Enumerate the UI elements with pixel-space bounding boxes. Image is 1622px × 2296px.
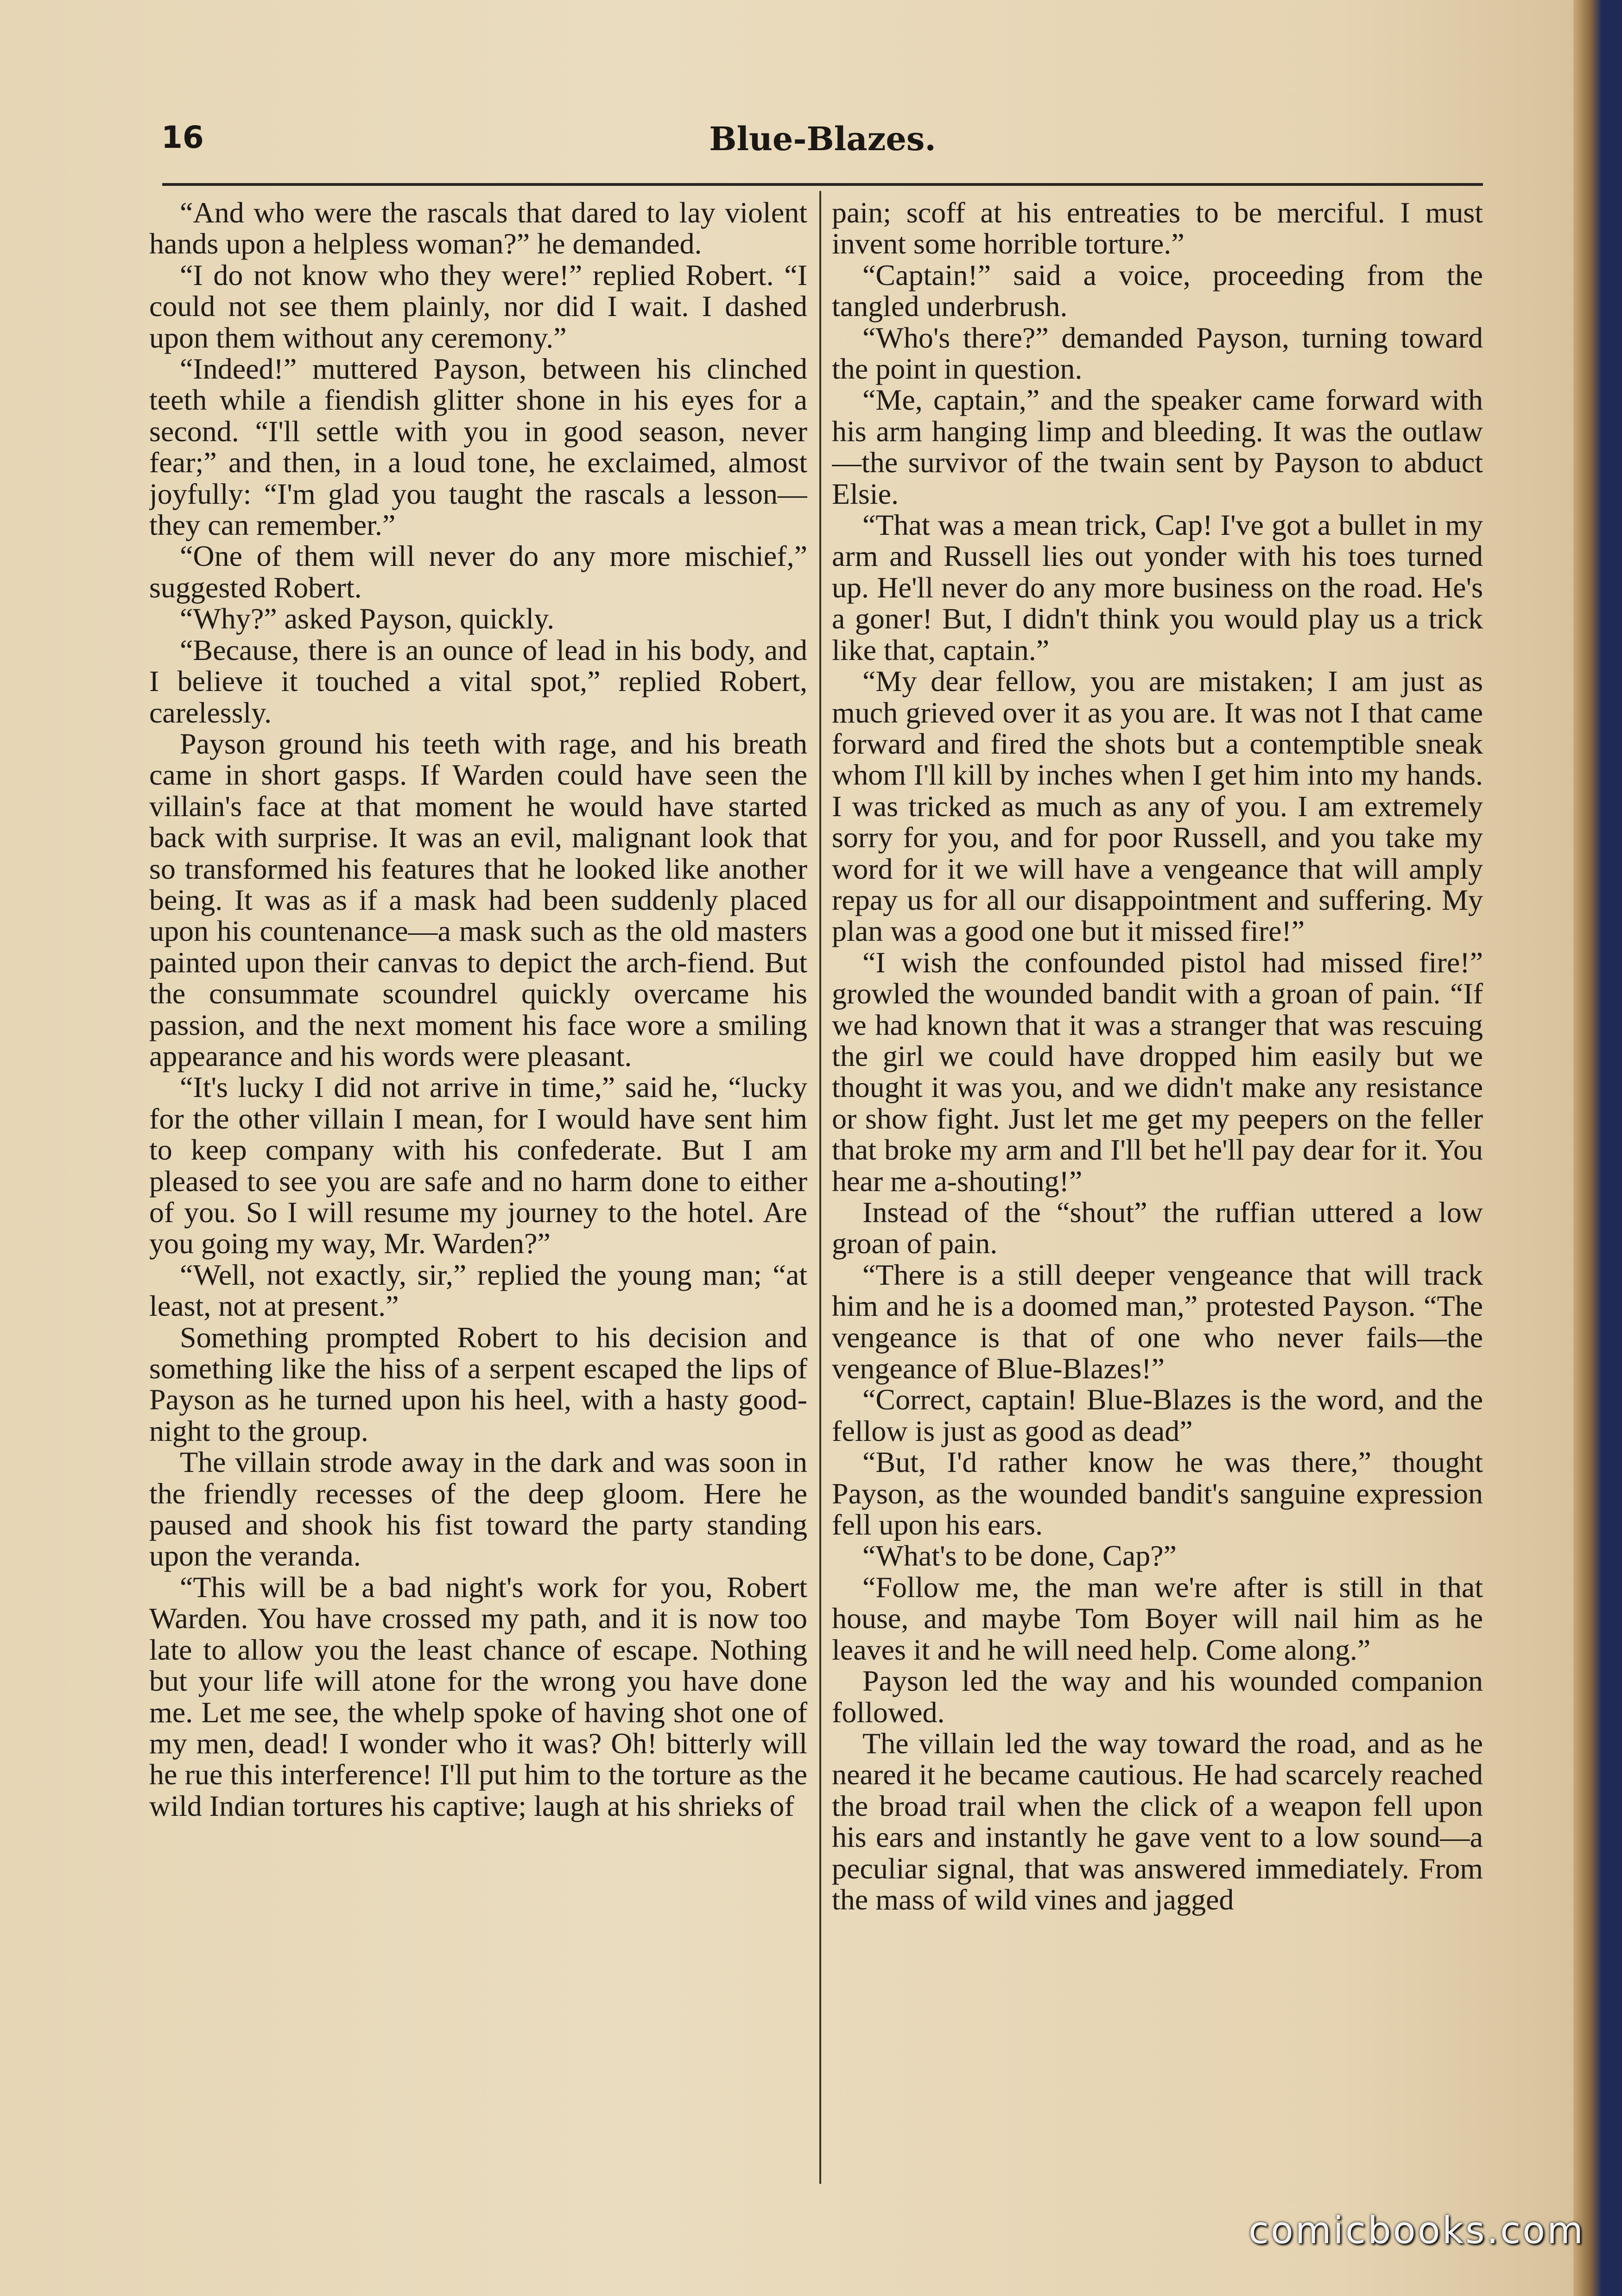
paragraph: “And who were the rascals that dared to lay violent hands upon a helpless woman?” he demanded.: [149, 197, 807, 260]
paragraph: pain; scoff at his entreaties to be merciful. I must invent some horrible torture.”: [832, 197, 1483, 260]
paragraph: “But, I'd rather know he was there,” thought Payson, as the wounded bandit's sanguine expression fell upon his ears.: [832, 1446, 1483, 1541]
paragraph: Something prompted Robert to his decision and something like the hiss of a serpent escaped the lips of Payson as he turned upon his heel, with a hasty good-night to the group.: [149, 1320, 807, 1447]
paragraph: “Captain!” said a voice, proceeding from the tangled underbrush.: [832, 258, 1483, 323]
paragraph: “Me, captain,” and the speaker came forward with his arm hanging limp and bleeding. It was the outlaw—the survivor of the twain sent by Payson to abduct Elsie.: [832, 383, 1483, 510]
paragraph: “Because, there is an ounce of lead in his body, and I believe it touched a vital spot,” replied Robert, carelessly.: [149, 633, 807, 729]
right-column: [832, 197, 1483, 2181]
paragraph: “It's lucky I did not arrive in time,” said he, “lucky for the other villain I mean, for I would have sent him to keep company with his confederate. But I am pleased to see you are safe and no harm done to either of you. So I will resume my journey to the hotel. Are you going my way, Mr. Warden?”: [149, 1071, 807, 1260]
watermark: comicbooks.com: [1248, 2209, 1585, 2252]
page-header: [153, 120, 1492, 171]
paragraph: Payson ground his teeth with rage, and his breath came in short gasps. If Warden could have seen the villain's face at that moment he would have started back with surprise. It was an evil, malignant look that so transformed his features that he looked like another being. It was as if a mask had been suddenly placed upon his countenance—a mask such as the old masters painted upon their canvas to depict the arch-fiend. But the consummate scoundrel quickly overcame his passion, and the next moment his face wore a smiling appearance and his words were pleasant.: [149, 727, 807, 1072]
paragraph: “That was a mean trick, Cap! I've got a bullet in my arm and Russell lies out yonder with his toes turned up. He'll never do any more business on the road. He's a goner! But, I didn't think you would play us a trick like that, captain.”: [832, 508, 1483, 666]
paragraph: “One of them will never do any more mischief,” suggested Robert.: [149, 539, 807, 604]
paragraph: “Follow me, the man we're after is still in that house, and maybe Tom Boyer will nail him as he leaves it and he will need help. Come along.”: [832, 1570, 1483, 1666]
paragraph: “I do not know who they were!” replied Robert. “I could not see them plainly, nor did I wait. I dashed upon them without any ceremony.”: [149, 258, 807, 354]
header-rule: [162, 183, 1483, 186]
paragraph: “Well, not exactly, sir,” replied the young man; “at least, not at present.”: [149, 1258, 807, 1323]
paragraph: Instead of the “shout” the ruffian uttered a low groan of pain.: [832, 1196, 1483, 1260]
book-spine: [1573, 0, 1601, 2296]
paragraph: “Indeed!” muttered Payson, between his clinched teeth while a fiendish glitter shone in his eyes for a second. “I'll settle with you in good season, never fear;” and then, in a loud tone, he exclaimed, almost joyfully: “I'm glad you taught the rascals a lesson—they can remember.”: [149, 352, 807, 542]
running-title: Blue-Blazes.: [709, 120, 936, 158]
paragraph: “What's to be done, Cap?”: [862, 1539, 1177, 1573]
paragraph: “My dear fellow, you are mistaken; I am just as much grieved over it as you are. It was not I that came forward and fired the shots but a contemptible sneak whom I'll kill by inches when I get him into my hands. I was tricked as much as any of you. I am extremely sorry for you, and for poor Russell, and you take my word for it we will have a vengeance that will amply repay us for all our disappointment and suffering. My plan was a good one but it missed fire!”: [832, 665, 1483, 948]
paragraph: “I wish the confounded pistol had missed fire!” growled the wounded bandit with a groan of pain. “If we had known that it was a stranger that was rescuing the girl we could have dropped him easily but we thought it was you, and we didn't make any resistance or show fight. Just let me get my peepers on the feller that broke my arm and I'll bet he'll pay dear for it. You hear me a-shouting!”: [832, 945, 1483, 1198]
column-divider: [819, 191, 821, 2184]
paragraph: The villain led the way toward the road, and as he neared it he became cautious. He had scarcely reached the broad trail when the click of a weapon fell upon his ears and instantly he gave vent to a low sound—a peculiar signal, that was answered immediately. From the mass of wild vines and jagged: [832, 1726, 1483, 1916]
paragraph: “Who's there?” demanded Payson, turning toward the point in question.: [832, 321, 1483, 386]
page-number: 16: [161, 120, 204, 155]
left-column: [149, 197, 807, 2181]
paragraph: Payson led the way and his wounded companion followed.: [832, 1664, 1483, 1729]
paragraph: The villain strode away in the dark and was soon in the friendly recesses of the deep gloom. Here he paused and shook his fist toward the party standing upon the veranda.: [149, 1446, 807, 1573]
paragraph: “Why?” asked Payson, quickly.: [180, 602, 555, 635]
paragraph: “There is a still deeper vengeance that will track him and he is a doomed man,” protested Payson. “The vengeance is that of one who never fails—the vengeance of Blue-Blazes!”: [832, 1258, 1483, 1385]
paragraph: “Correct, captain! Blue-Blazes is the word, and the fellow is just as good as dead”: [832, 1383, 1483, 1447]
paragraph: “This will be a bad night's work for you, Robert Warden. You have crossed my path, and it is now too late to allow you the least chance of escape. Nothing but your life will atone for the wrong you have done me. Let me see, the whelp spoke of having shot one of my men, dead! I wonder who it was? Oh! bitterly will he rue this interference! I'll put him to the torture as the wild Indian tortures his captive; laugh at his shrieks of: [149, 1570, 807, 1822]
